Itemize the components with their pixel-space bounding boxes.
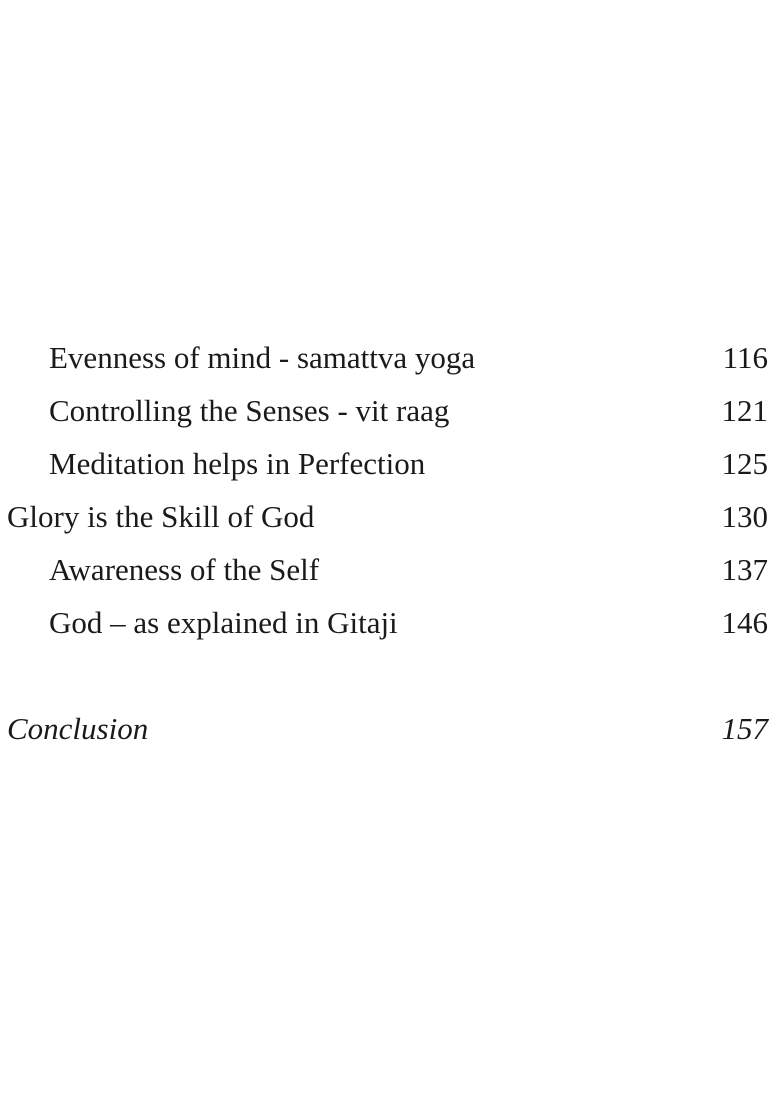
toc-entry-page-number: 121 bbox=[721, 393, 768, 428]
toc-entry-page-number: 157 bbox=[721, 711, 768, 746]
toc-entry-title: Glory is the Skill of God bbox=[7, 499, 315, 534]
toc-entry-controlling-the-senses[interactable] bbox=[0, 389, 780, 442]
toc-entry-page-number: 146 bbox=[721, 605, 768, 640]
toc-entry-title: God – as explained in Gitaji bbox=[49, 605, 398, 640]
toc-entry-meditation[interactable] bbox=[0, 442, 780, 495]
toc-entry-page-number: 125 bbox=[721, 446, 768, 481]
toc-entry-title: Controlling the Senses - vit raag bbox=[49, 393, 450, 428]
table-of-contents bbox=[0, 336, 780, 760]
toc-entry-conclusion[interactable] bbox=[0, 707, 780, 760]
toc-entry-god-as-explained[interactable] bbox=[0, 601, 780, 654]
toc-entry-title: Evenness of mind - samattva yoga bbox=[49, 340, 476, 375]
toc-entry-title: Meditation helps in Perfection bbox=[49, 446, 426, 481]
toc-entry-title: Conclusion bbox=[7, 711, 149, 746]
toc-entry-glory-is-the-skill-of-god[interactable] bbox=[0, 495, 780, 548]
toc-entry-title: Awareness of the Self bbox=[49, 552, 320, 587]
toc-entry-page-number: 130 bbox=[721, 499, 768, 534]
toc-entry-page-number: 116 bbox=[722, 340, 768, 375]
toc-entry-page-number: 137 bbox=[721, 552, 768, 587]
toc-entry-evenness-of-mind[interactable] bbox=[0, 336, 780, 389]
toc-entry-awareness-of-the-self[interactable] bbox=[0, 548, 780, 601]
